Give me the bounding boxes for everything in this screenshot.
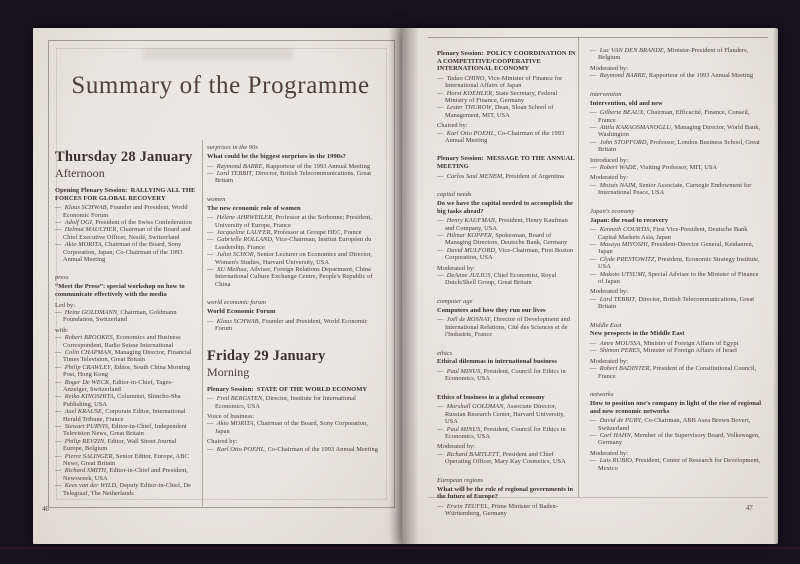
speaker-entry: — Philip REVZIN, Editor, Wall Street Journal Europe, Belgium xyxy=(55,437,177,453)
page-number-left: 46 xyxy=(42,506,49,513)
speaker-name: David MULFORD xyxy=(446,246,496,254)
speaker-name: Gabrielle ROLLAND xyxy=(216,236,273,244)
speaker-entry: — Carlos Saul MENEM, President of Argentina xyxy=(437,172,565,180)
page-title: Summary of the Programme xyxy=(71,72,370,99)
speaker-name: Roger De WECK xyxy=(64,378,110,386)
speaker-name: Moisés NAIM xyxy=(599,181,636,189)
left-column-1 xyxy=(55,150,198,508)
category-label: Japan's economy xyxy=(590,207,635,215)
speaker-entry: — Klaus SCHWAB, Founder and President, World Economic Forum xyxy=(207,317,368,333)
topic-heading: Intervention, old and new xyxy=(590,99,663,107)
session-heading: Plenary Session: STATE OF THE WORLD ECONOMY xyxy=(207,385,368,393)
speaker-entry: — Masaya MIYOSHI, President-Director General, Keidanren, Japan xyxy=(590,240,754,256)
category-label: European regions xyxy=(437,476,484,484)
speaker-group xyxy=(437,217,577,261)
speaker-entry: — Raymond BARRE, Rapporteur of the 1993 Annual Meeting xyxy=(590,72,754,80)
speaker-name: Akio MORITA xyxy=(216,420,254,428)
speaker-entry: — Robert WADE, Visiting Professor, MIT, USA xyxy=(590,163,718,171)
speaker-name: Lord TEBBIT xyxy=(599,295,635,303)
speaker-group xyxy=(437,122,577,144)
speaker-entry: — Roger De WECK, Editor-in-Chief, Tages-Anzeiger, Switzerland xyxy=(55,378,174,393)
topic-heading: “Meet the Press”: special workshop on how to communicate effectively with the media xyxy=(55,283,185,298)
speaker-entry: — Lester THUROW, Dean, Sloan School of Management, MIT, USA xyxy=(437,104,554,119)
topic-block xyxy=(590,322,765,381)
speaker-group xyxy=(207,395,383,410)
desk-edge xyxy=(0,547,800,551)
speaker-entry: — Clyde PRESTOWITZ, President, Economic Strategy Institute, USA xyxy=(590,255,760,271)
speaker-group xyxy=(207,163,383,185)
group-lead: Chaired by: xyxy=(207,438,238,446)
speaker-name: Akio MORITA xyxy=(64,241,102,249)
group-lead: Chaired by: xyxy=(437,122,468,130)
topic-block xyxy=(207,299,383,332)
session-heading: Plenary Session: MESSAGE TO THE ANNUAL MEETING xyxy=(437,155,575,171)
speaker-entry: — Klaus SCHWAB, Founder and President, World Economic Forum xyxy=(55,204,188,219)
topic-heading: Do we have the capital needed to accomplish the big tasks ahead? xyxy=(437,199,573,215)
speaker-entry: — Colin CHAPMAN, Managing Director, Financial Times Television, Great Britain xyxy=(55,348,192,364)
category-label: computer age xyxy=(437,297,473,305)
topic-block xyxy=(590,391,765,472)
speaker-name: John STOPFORD xyxy=(599,138,647,146)
speaker-entry: — Juliet SCHOR, Senior Lecturer on Economics and Director, Women's Studies, Harvard University, USA xyxy=(207,251,373,266)
category-label: Middle East xyxy=(590,321,622,329)
group-lead: Introduced by: xyxy=(590,156,629,164)
speaker-name: David de PURY xyxy=(599,417,642,425)
speaker-name: Lester THUROW xyxy=(446,104,492,112)
speaker-name: Luis RUBIO xyxy=(599,457,632,465)
speaker-name: XU Meihua xyxy=(216,266,247,274)
left-page xyxy=(33,28,402,544)
speaker-entry: — Joël de ROSNAY, Director of Development and International Relations, Cité des Sciences et de l'Industrie, France xyxy=(437,316,571,339)
speaker-entry: — Robert BADINTER, President of the Constitutional Council, France xyxy=(590,365,757,380)
speaker-name: Erwin TEUFEL xyxy=(446,502,488,510)
speaker-name: Raymond BARRE xyxy=(216,162,263,170)
speaker-name: Raymond BARRE xyxy=(599,72,646,80)
topic-heading: World Economic Forum xyxy=(207,308,276,316)
speaker-group xyxy=(590,417,765,447)
speaker-name: Henry KAUFMAN xyxy=(446,217,496,225)
speaker-name: Karl Otto POEHL xyxy=(446,129,495,137)
speaker-group xyxy=(590,109,765,153)
right-column-2 xyxy=(590,45,765,483)
category-label: press xyxy=(55,274,69,282)
speaker-group xyxy=(55,327,198,497)
topic-block xyxy=(207,196,383,289)
speaker-name: Juliet SCHOR xyxy=(216,251,254,259)
speaker-name: Kenneth COURTIS xyxy=(599,226,650,234)
topic-heading: The new economic role of women xyxy=(207,204,301,212)
speaker-group xyxy=(590,226,765,285)
session-heading: Plenary Session: POLICY COORDINATION IN A COMPETITIVE/COOPERATIVE INTERNATIONAL ECONOMY xyxy=(437,50,576,73)
left-column-2 xyxy=(207,144,383,464)
speaker-entry: — Reiko KINOSHITA, Columnist, Shincho-Sha Publishing, USA xyxy=(55,393,181,408)
speaker-name: Pierre SALINGER xyxy=(64,452,113,460)
column-divider xyxy=(578,37,579,497)
speaker-name: Karl Otto POEHL xyxy=(216,445,265,453)
group-lead: Voice of business: xyxy=(207,413,255,420)
speaker-entry: — Erwin TEUFEL, Prime Minister of Baden-Württemberg, Germany xyxy=(437,502,558,518)
speaker-group xyxy=(437,503,577,518)
speaker-name: Luc VAN DEN BRANDE xyxy=(599,47,664,54)
speaker-entry: — Lord TEBBIT, Director, British Telecommunications, Great Britain xyxy=(207,169,372,185)
topic-block xyxy=(590,91,765,197)
speaker-entry: — DeAnne JULIUS, Chief Economist, Royal Dutch/Shell Group, Great Britain xyxy=(437,271,557,287)
show-through-smudge xyxy=(143,48,293,59)
session-block xyxy=(437,155,577,180)
speaker-name: Reiko KINOSHITA xyxy=(64,393,114,401)
speaker-group xyxy=(55,204,198,263)
speaker-name: Attila KARAOSMANOGLU xyxy=(599,123,672,131)
speaker-name: Robert WADE xyxy=(599,163,637,171)
speaker-entry: — Heinz GOLDMANN, Chairman, Goldmann Foundation, Switzerland xyxy=(55,308,177,324)
speaker-name: Robert BROOKES xyxy=(64,334,113,342)
speaker-group xyxy=(590,157,765,172)
day-heading-block xyxy=(207,349,383,379)
group-lead: Led by: xyxy=(55,301,76,309)
day-heading: Thursday 28 January xyxy=(55,149,193,165)
session-block xyxy=(207,386,383,453)
top-rule xyxy=(428,37,768,38)
speaker-name: Joël de ROSNAY xyxy=(446,316,491,324)
speaker-entry: — Paul MINUS, President, Council for Ethics in Economics, USA xyxy=(437,368,566,383)
group-lead: Moderated by: xyxy=(590,174,629,182)
speaker-entry: — Raymond BARRE, Rapporteur of the 1993 Annual Meeting xyxy=(207,162,371,170)
speaker-group xyxy=(437,75,577,119)
speaker-group xyxy=(437,316,577,338)
group-lead: Moderated by: xyxy=(437,264,476,272)
speaker-name: Paul MINUS xyxy=(446,425,481,433)
speaker-entry: — Akio MORITA, Chairman of the Board, Sony Corporation, Japan; Co-Chairman of the 1993 Annual Meeting xyxy=(55,241,183,264)
category-label: networks xyxy=(590,391,614,399)
speaker-group xyxy=(590,47,765,62)
speaker-entry: — Luc VAN DEN BRANDE, Minister-President of Flanders, Belgium xyxy=(590,47,749,62)
speaker-entry: — Gabrielle ROLLAND, Vice-Chairman, Institut Européen du Leadership, France xyxy=(207,236,372,251)
topic-block xyxy=(437,191,577,287)
right-column-1 xyxy=(437,50,577,529)
category-label: intervention xyxy=(590,90,622,98)
group-lead: Moderated by: xyxy=(590,288,629,296)
speaker-name: Hélène AHRWEILER xyxy=(216,214,273,222)
group-lead: Moderated by: xyxy=(590,449,629,457)
topic-block xyxy=(437,350,577,383)
speaker-group xyxy=(207,318,383,333)
speaker-entry: — Hilmar KOPPER, Spokesman, Board of Managing Directors, Deutsche Bank, Germany xyxy=(437,231,568,247)
speaker-group xyxy=(437,443,577,465)
session-block xyxy=(55,187,198,263)
speaker-name: Klaus SCHWAB xyxy=(216,317,259,325)
page-number-right: 47 xyxy=(746,505,753,512)
speaker-group xyxy=(55,302,198,324)
speaker-name: Paul MINUS xyxy=(446,368,481,375)
speaker-entry: — Attila KARAOSMANOGLU, Managing Director, World Bank, Washington xyxy=(590,123,761,139)
speaker-entry: — Moisés NAIM, Senior Associate, Carnegie Endowment for International Peace, USA xyxy=(590,181,752,197)
speaker-name: Colin CHAPMAN xyxy=(64,348,112,356)
speaker-group xyxy=(437,173,577,180)
speaker-group xyxy=(207,413,383,435)
speaker-name: Klaus SCHWAB xyxy=(64,204,107,212)
topic-block xyxy=(437,394,577,466)
speaker-entry: — Richard BARTLETT, President and Chief Operating Officer, Mary Kay Cosmetics, USA xyxy=(437,450,566,466)
speaker-entry: — Shimon PERES, Minister of Foreign Affairs of Israel xyxy=(590,347,738,355)
speaker-name: Adolf OGI xyxy=(64,219,92,226)
day-period: Afternoon xyxy=(55,166,105,180)
speaker-entry: — Hélène AHRWEILER, Professor at the Sorbonne; President, University of Europe, France xyxy=(207,214,372,229)
speaker-group xyxy=(590,288,765,310)
speaker-entry: — Richard SMITH, Editor-in-Chief and President, Newsweek, USA xyxy=(55,467,188,482)
speaker-entry: — Adolf OGI, President of the Swiss Confederation xyxy=(55,219,192,226)
category-label: ethics xyxy=(437,349,453,357)
category-label: surprises in the 90s xyxy=(207,144,258,151)
speaker-name: Robert BADINTER xyxy=(599,365,650,373)
topic-heading: How to position one's company in light of the rise of regional and new economic networks xyxy=(590,400,762,415)
speaker-group xyxy=(437,265,577,287)
speaker-entry: — Fred BERGSTEN, Director, Institute for International Economics, USA xyxy=(207,395,356,410)
topic-heading: What could be the biggest surprises in the 1990s? xyxy=(207,152,346,160)
speaker-name: Philip REVZIN xyxy=(64,437,105,445)
topic-block xyxy=(55,274,198,497)
speaker-entry: — Marshall GOLDMAN, Associate Director, Russian Research Center, Harvard University, USA xyxy=(437,403,565,426)
speaker-entry: — Tadao CHINO, Vice-Minister of Finance for International Affairs of Japan xyxy=(437,74,563,90)
speaker-name: Helmut MAUCHER xyxy=(64,226,117,234)
topic-block xyxy=(590,208,765,311)
speaker-name: Fred BERGSTEN xyxy=(216,395,263,403)
speaker-name: Masaya MIYOSHI xyxy=(599,240,648,248)
speaker-group xyxy=(590,358,765,380)
speaker-group xyxy=(207,438,383,453)
speaker-group xyxy=(590,65,765,80)
day-period: Morning xyxy=(207,364,250,379)
topic-block xyxy=(590,47,765,80)
speaker-name: Carl HAHN xyxy=(599,432,631,439)
speaker-entry: — Paul MINUS, President, Council for Ethics in Economics, USA xyxy=(437,425,566,441)
speaker-entry: — Lord TEBBIT, Director, British Telecommunications, Great Britain xyxy=(590,295,755,311)
right-page xyxy=(402,28,778,544)
speaker-entry: — Jacqueline LAUFER, Professor at Groupe HEC, France xyxy=(207,229,362,237)
column-divider xyxy=(202,140,203,506)
speaker-name: Jacqueline LAUFER xyxy=(216,229,271,237)
speaker-entry: — Luis RUBIO, President, Center of Research for Development, Mexico xyxy=(590,457,761,472)
speaker-name: Clyde PRESTOWITZ xyxy=(599,255,655,263)
speaker-group xyxy=(207,214,383,288)
speaker-group xyxy=(590,340,765,355)
topic-block xyxy=(437,298,577,339)
speaker-name: Axel KRAUSE xyxy=(64,408,102,416)
speaker-entry: — Kees van der WILD, Deputy Editor-in-Chief, De Telegraaf, The Netherlands xyxy=(55,482,192,497)
group-lead: Moderated by: xyxy=(437,443,476,451)
speaker-entry: — Makoto UTSUMI, Special Adviser to the Minister of Finance of Japan xyxy=(590,270,759,285)
speaker-entry: — Amre MOUSSA, Minister of Foreign Affairs of Egypt xyxy=(590,340,739,348)
speaker-name: Heinz GOLDMANN xyxy=(64,308,118,316)
group-lead: with: xyxy=(55,326,69,334)
topic-heading: Ethical dilemmas in international business xyxy=(437,358,557,366)
speaker-group xyxy=(437,368,577,383)
speaker-name: Richard BARTLETT xyxy=(446,450,500,458)
speaker-entry: — John STOPFORD, Professor, London Business School, Great Britain xyxy=(590,138,760,154)
category-label: world economic forum xyxy=(207,299,266,307)
speaker-name: Amre MOUSSA xyxy=(599,340,641,348)
speaker-entry: — Pierre SALINGER, Senior Editor, Europe, ABC News, Great Britain xyxy=(55,452,189,468)
session-block xyxy=(437,50,577,144)
speaker-entry: — Karl Otto POEHL, Co-Chairman of the 1993 Annual Meeting xyxy=(437,129,565,145)
speaker-name: Marshall GOLDMAN xyxy=(446,403,504,411)
speaker-entry: — Philip CRAWLEY, Editor, South China Morning Post, Hong Kong xyxy=(55,363,191,379)
speaker-name: Philip CRAWLEY xyxy=(64,363,111,371)
topic-heading: What will be the role of regional governments in the future of Europe? xyxy=(437,485,574,501)
category-label: women xyxy=(207,195,226,203)
group-lead: Moderated by: xyxy=(590,64,629,72)
speaker-entry: — Kenneth COURTIS, First Vice-President, Deutsche Bank Capital Markets Asia, Japan xyxy=(590,226,748,241)
speaker-name: DeAnne JULIUS xyxy=(446,271,491,279)
speaker-name: Lord TEBBIT xyxy=(216,169,252,177)
session-heading: Opening Plenary Session: RALLYING ALL THE FORCES FOR GLOBAL RECOVERY xyxy=(55,187,196,202)
topic-block xyxy=(207,144,383,185)
speaker-entry: — Helmut MAUCHER, Chairman of the Board and Chief Executive Officer, Nestlé, Switzerland xyxy=(55,226,191,241)
speaker-name: Carlos Saul MENEM xyxy=(446,172,503,180)
speaker-name: Makoto UTSUMI xyxy=(599,270,645,278)
topic-heading: New prospects in the Middle East xyxy=(590,330,685,338)
speaker-entry: — Karl Otto POEHL, Co-Chairman of the 1993 Annual Meeting xyxy=(207,445,378,453)
speaker-entry: — XU Meihua, Adviser, Foreign Relations Department, China International Culture Exchange Centre, People's Republic of China xyxy=(207,266,373,288)
speaker-name: Richard SMITH xyxy=(64,467,107,475)
speaker-entry: — Horst KOEHLER, State Secretary, Federal Ministry of Finance, Germany xyxy=(437,89,558,104)
speaker-group xyxy=(437,403,577,440)
topic-heading: Japan: the road to recovery xyxy=(590,216,669,224)
speaker-name: Gilberte BEAUX xyxy=(599,109,644,117)
speaker-entry: — Stewart PURVIS, Editor-in-Chief, Independent Television News, Great Britain xyxy=(55,423,187,438)
speaker-entry: — Axel KRAUSE, Corporate Editor, International Herald Tribune, France xyxy=(55,408,186,423)
speaker-entry: — David de PURY, Co-Chairman, ABB Asea Brown Boveri, Switzerland xyxy=(590,417,751,432)
speaker-entry: — Robert BROOKES, Economics and Business Correspondent, Radio Suisse International xyxy=(55,334,181,349)
day-heading: Friday 29 January xyxy=(207,347,326,364)
speaker-name: Tadao CHINO xyxy=(446,74,485,82)
speaker-entry: — Henry KAUFMAN, President, Henry Kaufman and Company, USA xyxy=(437,217,568,232)
speaker-name: Kees van der WILD xyxy=(64,482,117,490)
day-heading-block xyxy=(55,150,198,180)
speaker-entry: — Carl HAHN, Member of the Supervisory Board, Volkswagen, Germany xyxy=(590,432,760,447)
speaker-entry: — Akio MORITA, Chairman of the Board, Sony Corporation, Japan xyxy=(207,420,368,435)
speaker-entry: — David MULFORD, Vice-Chairman, First Boston Corporation, USA xyxy=(437,246,574,262)
topic-heading: Computers and how they run our lives xyxy=(437,306,546,314)
speaker-entry: — Gilberte BEAUX, Chairman, Efficacité, Finance, Conseil, France xyxy=(590,109,750,124)
speaker-name: Horst KOEHLER xyxy=(446,89,493,97)
speaker-name: Stewart PURVIS xyxy=(64,423,109,431)
speaker-name: Shimon PERES xyxy=(599,347,640,355)
topic-block xyxy=(437,477,577,518)
speaker-group xyxy=(590,174,765,196)
group-lead: Moderated by: xyxy=(590,357,629,365)
speaker-name: Hilmar KOPPER xyxy=(446,231,492,239)
category-label: capital needs xyxy=(437,191,472,199)
speaker-group xyxy=(590,450,765,472)
topic-heading: Ethics of business in a global economy xyxy=(437,393,545,401)
